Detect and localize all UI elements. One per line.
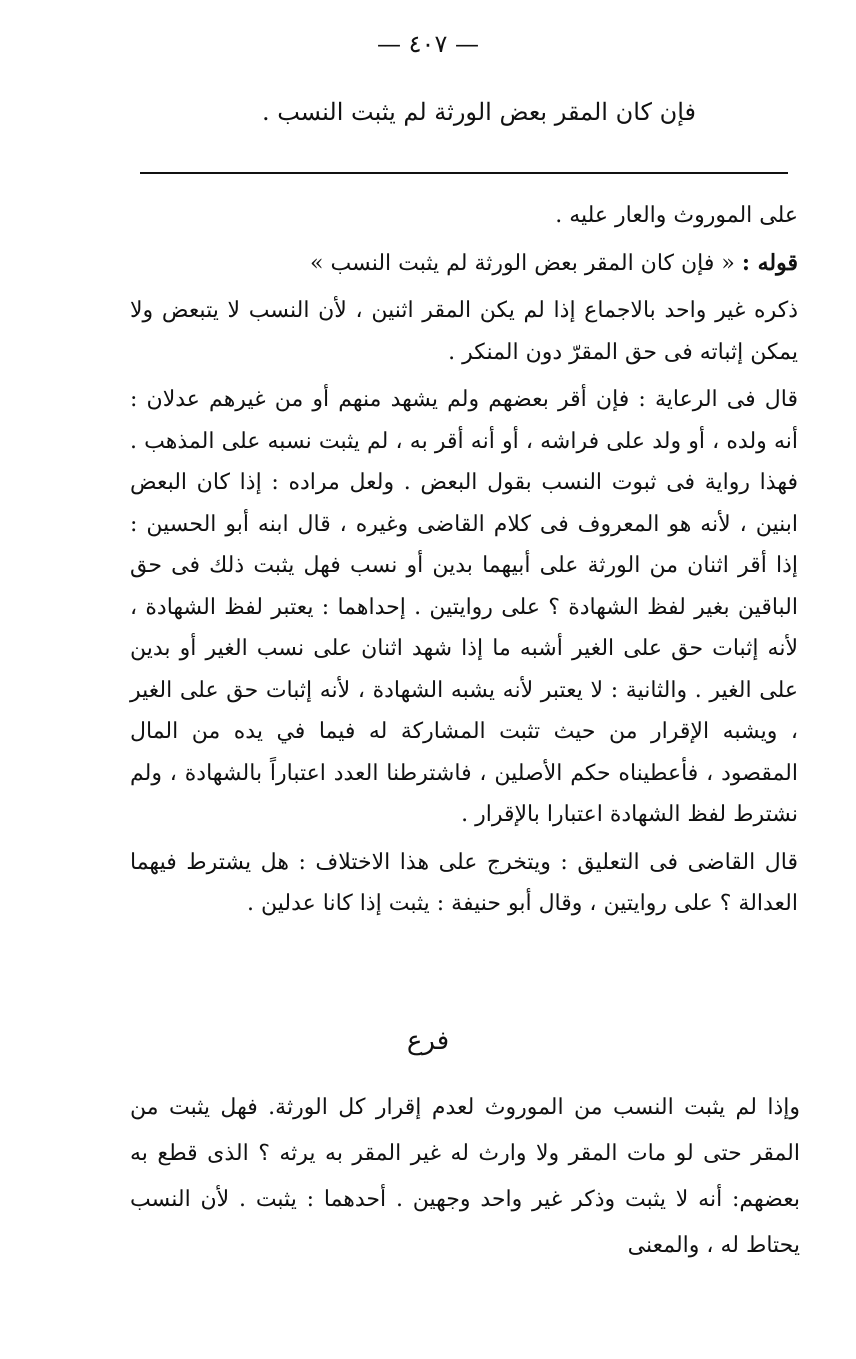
quote-label: قوله : [741,249,798,276]
commentary-paragraph: قال فى الرعاية : فإن أقر بعضهم ولم يشهد منهم أو من غيرهم عدلان : أنه ولده ، أو ولد على فراشه ، أو أنه أقر به ، لم يثبت نسبه على المذهب . فهذا رواية فى ثبوت النسب بقول البعض . ولعل مراده : إذا كان البعض ابنين ، لأنه هو المعروف فى كلام القاضى وغيره ، قال ابنه أبو الحسين : إذا أقر اثنان من الورثة على أبيهما بدين أو نسب فهل يثبت ذلك فى حق الباقين بغير لفظ الشهادة ؟ على روايتين . إحداهما : يعتبر لفظ الشهادة ، لأنه إثبات حق على الغير أشبه ما إذا شهد اثنان على نسب الغير أو بدين على الغير . والثانية : لا يعتبر لأنه يشبه الشهادة ، لأنه إثبات حق على الغير ، ويشبه الإقرار من حيث تثبت المشاركة له فيما في يده من المال المقصود ، فأعطيناه حكم الأصلين ، فاشترطنا العدد اعتباراً بالشهادة ، ولم نشترط لفظ الشهادة اعتبارا بالإقرار . [130,387,799,827]
main-text: فإن كان المقر بعض الورثة لم يثبت النسب . [261,98,696,126]
commentary-block [130,195,798,925]
commentary-quote [130,243,798,285]
separator-line [140,172,788,174]
section-paragraph: وإذا لم يثبت النسب من الموروث لعدم إقرار كل الورثة. فهل يثبت من المقر حتى لو مات المقر ولا وارث له غير المقر به يرثه ؟ الذى قطع به بعضهم: أنه لا يثبت وذكر غير واحد وجهين . أحدهما : يثبت . لأن النسب يحتاط له ، والمعنى [130,1095,800,1258]
commentary-paragraph: قال القاضى فى التعليق : ويتخرج على هذا الاختلاف : هل يشترط فيهما العدالة ؟ على روايتين ، وقال أبو حنيفة : يثبت إذا كانا عدلين . [130,849,798,916]
section-heading: فرع [406,1026,450,1056]
section-body [130,1085,800,1269]
commentary-intro: على الموروث والعار عليه . [555,203,798,228]
page-number: — ٤٠٧ — [377,30,479,58]
commentary-paragraph: ذكره غير واحد بالاجماع إذا لم يكن المقر اثنين ، لأن النسب لا يتبعض ولا يمكن إثباته فى حق المقرّ دون المنكر . [130,298,798,365]
quote-text: « فإن كان المقر بعض الورثة لم يثبت النسب » [310,250,735,276]
